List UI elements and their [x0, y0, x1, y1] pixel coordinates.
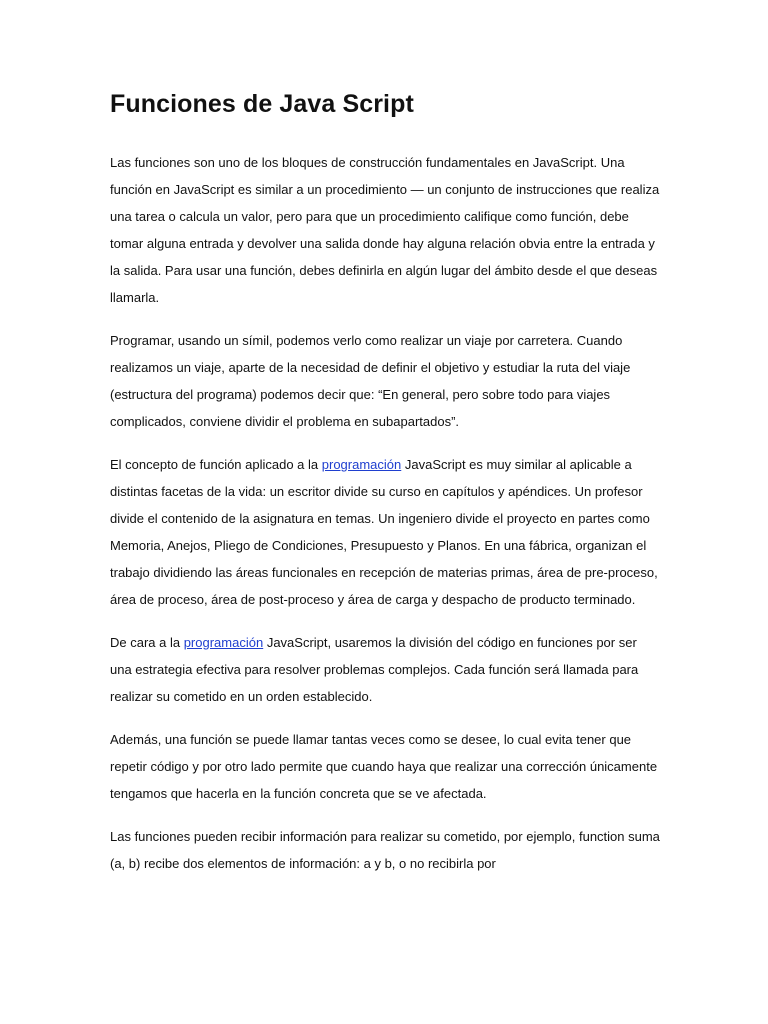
paragraph-3-text-before: El concepto de función aplicado a la: [110, 457, 322, 472]
document-title: Funciones de Java Script: [110, 90, 414, 118]
paragraph-3-text-after: JavaScript es muy similar al aplicable a distintas facetas de la vida: un escritor divide su curso en capítulos y apéndices. Un profesor divide el contenido de la asignatura en temas. Un ingeniero divide el proyecto en partes como Memoria, Anejos, Pliego de Condiciones, Presupuesto y Planos. En una fábrica, organizan el trabajo dividiendo las áreas funcionales en recepción de materias primas, área de pre-proceso, área de proceso, área de post-proceso y área de carga y despacho de producto terminado.: [110, 457, 658, 607]
programacion-link[interactable]: programación: [183, 635, 264, 650]
paragraph-4: [110, 629, 662, 710]
paragraph-3: [110, 451, 662, 613]
document-page: [110, 88, 662, 893]
paragraph-4-text-before: De cara a la: [110, 635, 184, 650]
paragraph-2: Programar, usando un símil, podemos verlo como realizar un viaje por carretera. Cuando realizamos un viaje, aparte de la necesidad de definir el objetivo y estudiar la ruta del viaje (estructura del programa) podemos decir que: “En general, pero sobre todo para viajes complicados, conviene dividir el problema en subapartados”.: [110, 333, 631, 429]
programacion-link[interactable]: programación: [321, 457, 402, 472]
paragraph-1: Las funciones son uno de los bloques de construcción fundamentales en JavaScript. Una función en JavaScript es similar a un procedimiento — un conjunto de instrucciones que realiza una tarea o calcula un valor, pero para que un procedimiento califique como función, debe tomar alguna entrada y devolver una salida donde hay alguna relación obvia entre la entrada y la salida. Para usar una función, debes definirla en algún lugar del ámbito desde el que deseas llamarla.: [110, 155, 660, 305]
paragraph-5: Además, una función se puede llamar tantas veces como se desee, lo cual evita tener que repetir código y por otro lado permite que cuando haya que realizar una corrección únicamente tengamos que hacerla en la función concreta que se ve afectada.: [110, 732, 658, 801]
paragraph-4-text-after: JavaScript, usaremos la división del código en funciones por ser una estrategia efectiva para resolver problemas complejos. Cada función será llamada para realizar su cometido en un orden establecido.: [110, 635, 639, 704]
paragraph-6: Las funciones pueden recibir información para realizar su cometido, por ejemplo, function suma (a, b) recibe dos elementos de información: a y b, o no recibirla por: [110, 829, 660, 871]
